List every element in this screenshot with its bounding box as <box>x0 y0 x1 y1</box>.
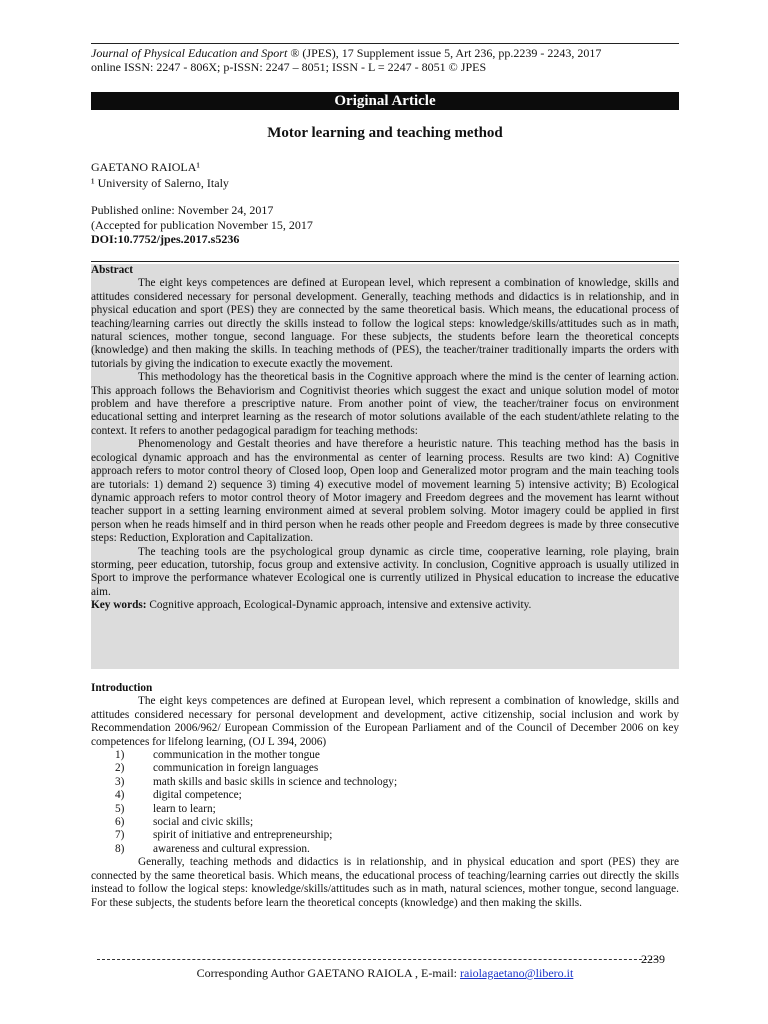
list-item <box>91 749 679 762</box>
page-number: 2239 <box>641 952 665 966</box>
introduction-section <box>91 682 679 910</box>
keywords <box>91 599 679 612</box>
abstract-paragraph: The eight keys competences are defined at European level, which represent a combination of knowledge, skills and attitudes considered necessary for personal development. Generally, teaching methods and didactics is in relationship, and in physical education and sport (PES) they are connected by the same theoretical basis. Which means, the educational process of teaching/learning carries out directly the skills instead to follow the logical steps: knowledge/skills/attitudes such as in math, natural sciences, mother tongue, second language. For these subjects, the students before learn the theoretical concepts (knowledge) and then making the skills. In teaching methods of (PES), the teacher/trainer traditionally imparts the orders with tutorials by giving the indication to execute exactly the movement. <box>91 277 679 370</box>
introduction-heading: Introduction <box>91 682 153 694</box>
keywords-label: Key words: <box>91 599 147 612</box>
author-name: GAETANO RAIOLA¹ <box>91 160 200 174</box>
paper-title: Motor learning and teaching method <box>267 125 503 141</box>
doi: DOI:10.7752/jpes.2017.s5236 <box>91 232 240 246</box>
list-item-text: communication in foreign languages <box>153 762 319 775</box>
list-item <box>91 843 679 856</box>
article-type-banner: Original Article <box>91 92 679 110</box>
list-item <box>91 776 679 789</box>
list-item-text: awareness and cultural expression. <box>153 842 310 855</box>
list-item <box>91 829 679 842</box>
list-item <box>91 762 679 775</box>
list-item <box>91 803 679 816</box>
abstract-box <box>91 264 679 669</box>
list-item-text: spirit of initiative and entrepreneurship; <box>153 829 333 842</box>
journal-name: Journal of Physical Education and Sport <box>91 46 288 60</box>
author-affiliation: ¹ University of Salerno, Italy <box>91 176 229 190</box>
abstract-paragraph: Phenomenology and Gestalt theories and have therefore a heuristic nature. This teaching method has the basis in ecological dynamic approach and has the environmental as center of learning process. Results are two kind: A) Cognitive approach refers to motor control theory of Closed loop, Open loop and Generalized motor program and the main teaching tools are tutorials: 1) demand 2) sequence 3) timing 4) executive model of movement learning 5) intensive activity; B) Ecological dynamic approach refers to motor control theory of Motor imagery and Freedom degrees and the movement has learnt without teacher support in a setting learning environment aimed at several problem solving. Motor imagery could be applied in first person when he reads himself and in third person when he reads other people and Freedom degrees is made by three consecutive steps: Reduction, Exploration and Capitalization. <box>91 438 679 545</box>
list-item <box>91 816 679 829</box>
journal-citation-line <box>91 46 681 60</box>
list-item-text: communication in the mother tongue <box>153 749 320 762</box>
list-item-text: digital competence; <box>153 789 242 802</box>
list-item-number: 6) <box>115 816 125 829</box>
list-item-number: 4) <box>115 789 125 802</box>
list-item-number: 8) <box>115 842 125 855</box>
accepted-date: (Accepted for publication November 15, 2017 <box>91 218 313 232</box>
header-rule <box>91 43 679 44</box>
list-item-number: 5) <box>115 802 125 815</box>
introduction-paragraph: Generally, teaching methods and didactics is in relationship, and in physical education and sport (PES) they are connected by the same theoretical basis. Which means, the educational process of teaching/learning carries out directly the skills instead to follow the logical steps: knowledge/skills/attitudes such as in math, natural sciences, mother tongue, second language. For these subjects, the students before learn the theoretical concepts (knowledge) and then making the skills. <box>91 856 679 909</box>
abstract-rule <box>91 261 679 262</box>
list-item-number: 2) <box>115 762 125 775</box>
list-item-text: math skills and basic skills in science and technology; <box>153 775 398 788</box>
keywords-text: Cognitive approach, Ecological-Dynamic approach, intensive and extensive activity. <box>146 599 532 612</box>
abstract-paragraph: This methodology has the theoretical basis in the Cognitive approach where the mind is the center of learning action. This approach follows the Behaviorism and Cognitivist theories which suggest the exact and unique solution model of motor problem and have therefore a prescriptive nature. From another point of view, the teacher/trainer focus on environment educational setting and interpret learning as the research of motor solutions available of the each student/athlete relating to the context. It refers to another pedagogical paradigm for teaching methods: <box>91 371 679 437</box>
list-item-number: 7) <box>115 829 125 842</box>
competences-list <box>91 749 679 856</box>
issn-line: online ISSN: 2247 - 806X; p-ISSN: 2247 – 8051; ISSN - L = 2247 - 8051 © JPES <box>91 60 487 74</box>
abstract-heading: Abstract <box>91 264 134 276</box>
abstract-paragraph: The teaching tools are the psychological group dynamic as circle time, cooperative learning, role playing, brain storming, peer education, tutorship, focus group and extensive activity. In conclusion, Cognitive approach is usually utilized in Sport to improve the performance whatever Ecological one is currently utilized in Physical education to increase the educative aim. <box>91 545 679 598</box>
published-date: Published online: November 24, 2017 <box>91 203 274 217</box>
journal-header <box>91 46 681 74</box>
journal-citation: ® (JPES), 17 Supplement issue 5, Art 236, pp.2239 - 2243, 2017 <box>287 46 602 60</box>
list-item-text: learn to learn; <box>153 802 216 815</box>
list-item-text: social and civic skills; <box>153 816 254 829</box>
list-item <box>91 789 679 802</box>
list-item-number: 3) <box>115 775 125 788</box>
corresponding-author <box>91 966 679 980</box>
corresponding-author-text: Corresponding Author GAETANO RAIOLA , E-mail: <box>196 966 460 980</box>
introduction-paragraph: The eight keys competences are defined at European level, which represent a combination of knowledge, skills and attitudes considered necessary for personal development and development, active citizenship, social inclusion and work by Recommendation 2006/962/ European Commission of the European Parliament and of the Council of December 2006 on key competences for lifelong learning, (OJ L 394, 2006) <box>91 695 679 748</box>
list-item-number: 1) <box>115 749 125 762</box>
email-link[interactable]: raiolagaetano@libero.it <box>460 966 574 980</box>
